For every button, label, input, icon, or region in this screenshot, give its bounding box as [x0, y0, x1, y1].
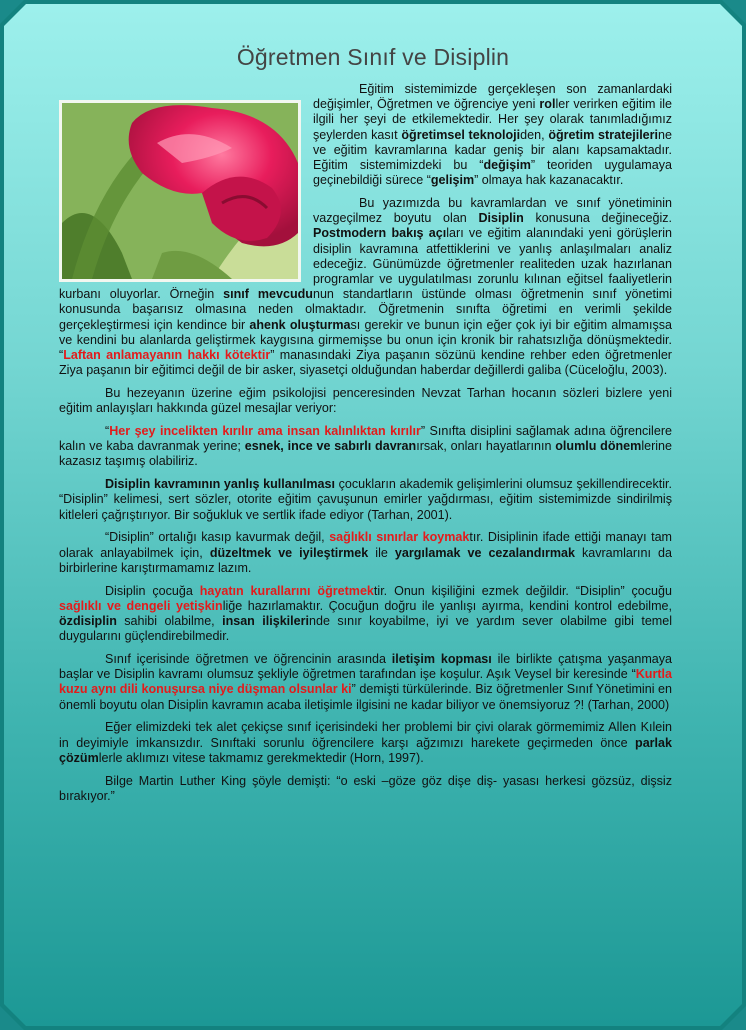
article-body [59, 82, 672, 812]
paragraph-9: Eğer elimizdeki tek alet çekiçse sınıf içerisindeki her problemi bir çivi olarak görmemimiz Allen Kılein in deyimiyle imkansızdır. Sınıftaki sorunlu öğrencilere karşı ağzımızı harekete geçirmeden önce parlak çözümlerle aklımızı vitese takmamız gerekmektedir (Horn, 1997). [59, 720, 672, 765]
paragraph-8: Sınıf içerisinde öğretmen ve öğrencinin arasında iletişim kopması ile birlikte çatışma yaşanmaya başlar ve Disiplin kavramı olumsuz şekliyle öğretmen tarafından işe koşulur. Aşık Veysel bir keresinde “Kurtla kuzu aynı dili konuşursa niye düşman olsunlar ki” demişti türkülerinde. Biz öğretmenler Sınıf Yönetimini en önemli boyutu olan Disiplin kavramın acaba iletişimle ilgisini ne kadar biliyor ve önemsiyoruz ?! (Tarhan, 2000) [59, 652, 673, 712]
rose-image-icon [62, 103, 298, 279]
paragraph-1: Eğitim sistemimizde gerçekleşen son zamanlardaki değişimler, Öğretmen ve öğrenciye yeni roller verirken eğitim ile ilgili her şeyi de etkilemektedir. Her şey olarak tanımladığımız şeylerden kasıt öğretimsel teknolojiden, öğretim stratejilerine ve eğitim kavramlarına kadar geniş bir alanı kapsamaktadır. Eğitim sistemimizdeki bu “değişim” teoriden uygulamaya geçinebildiği sürece “gelişim” olmaya hak kazanacaktır. [313, 82, 673, 188]
paragraph-7: Disiplin çocuğa hayatın kurallarını öğretmektir. Onun kişiliğini ezmek değildir. “Disiplin” çocuğu sağlıklı ve dengeli yetişkinliğe hazırlamaktır. Çocuğun doğru ile yanlışı ayırma, kendini kontrol edebilme, özdisiplin sahibi olabilme, insan ilişkilerinde sınır koyabilme, iyi ve yardım sever olabilme gibi temel duygularını güçlendirebilmedir. [59, 583, 673, 644]
page-title: Öğretmen Sınıf ve Disiplin [236, 44, 510, 70]
paragraph-10: Bilge Martin Luther King şöyle demişti: “o eski –göze göz dişe diş- yasası herkesi gözsüz, dişsiz bırakıyor.” [59, 773, 672, 803]
paragraph-4: “Her şey incelikten kırılır ama insan kalınlıktan kırılır” Sınıfta disiplini sağlamak adına öğrencilere kalın ve kaba davranmak yerine; esnek, ince ve sabırlı davranırsak, onları hayatlarının olumlu dönemlerine kazasız taşımış olabiliriz. [59, 424, 672, 469]
paragraph-2: Bu yazımızda bu kavramlardan ve sınıf yönetiminin vazgeçilmez boyutu olan Disiplin konusuna değineceğiz. Postmodern bakış açıları ve eğitim alanındaki yeni görüşlerin disiplin kavramına atfettiklerini ve yanlış anlaşılmaları analiz edeceğiz. Günümüzde öğretmenler realiteden uzak hazırlanan programlar ve uygulatılması zorunlu kılınan eğitsel faaliyetlerin kurbanı oluyorlar. Örneğin sınıf mevcudunun standartların üstünde olması öğretmenin sınıf yönetimi konusunda başarısız olmasına neden olmaktadır. Öğretmenin sınıfta öğretimi en verimli şekilde gerçekleştirmesi için kendince bir ahenk oluşturması gerekir ve bunun için eğer çok iyi bir eğitim almamışsa ve kendini bu alanlarda geliştirmek kaygısına girmemişse bu onun için kronik bir rahatsızlığa dönüşmektedir. “Laftan anlamayanın hakkı kötektir” manasındaki Ziya paşanın sözünü kendine rehber eden öğretmenler Ziya paşanın bir eğitimci değil de bir asker, siyasetçi olduğundan haberdar değillerdi galiba (Cüceloğlu, 2003). [59, 196, 673, 378]
rose-photo [59, 100, 301, 282]
paragraph-5: Disiplin kavramının yanlış kullanılması çocukların akademik gelişimlerini olumsuz şekillendirecektir. “Disiplin” kelimesi, sert sözler, otorite eğitim çavuşunun emirler yağdırması, eğitim sistemimizde sindirilmiş kitleleri çağrıştırıyor. Bir soğukluk ve sertlik ifade ediyor (Tarhan, 2001). [59, 477, 672, 522]
paragraph-6: “Disiplin” ortalığı kasıp kavurmak değil, sağlıklı sınırlar koymaktır. Disiplinin ifade ettiği manayı tam olarak anlayabilmek için, düzeltmek ve iyileştirmek ile yargılamak ve cezalandırmak kavramlarını da birbirlerine karıştırmamamız lazım. [59, 530, 673, 575]
paragraph-3: Bu hezeyanın üzerine eğim psikolojisi penceresinden Nevzat Tarhan hocanın sözleri bizlere yeni eğitim anlayışları hakkında güzel mesajlar veriyor: [59, 386, 672, 416]
